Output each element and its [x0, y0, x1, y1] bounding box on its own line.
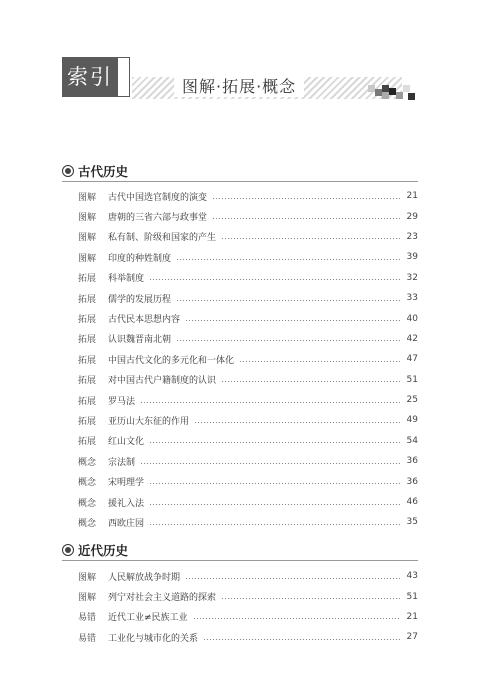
entry-title: 人民解放战争时期 [108, 572, 181, 583]
list-item[interactable] [78, 329, 418, 349]
entry-page-number: 33 [406, 293, 418, 304]
entry-title: 唐朝的三省六部与政事堂 [108, 213, 208, 224]
modern-history-list [78, 566, 418, 648]
list-item[interactable] [78, 586, 418, 606]
leader-dots [140, 402, 400, 403]
leader-dots [149, 279, 400, 280]
entry-title: 红山文化 [108, 437, 145, 448]
entry-page-number: 51 [406, 591, 418, 602]
leader-dots [221, 381, 400, 382]
leader-dots [149, 504, 400, 505]
entry-tag: 图解 [78, 593, 97, 604]
entry-title: 亚历山大东征的作用 [108, 416, 190, 427]
list-item[interactable] [78, 268, 418, 288]
list-item[interactable] [78, 186, 418, 206]
leader-dots [176, 259, 400, 260]
entry-title: 印度的种姓制度 [108, 253, 172, 264]
list-item[interactable] [78, 566, 418, 586]
entry-page-number: 25 [406, 395, 418, 406]
entry-tag: 概念 [78, 457, 97, 468]
list-item[interactable] [78, 431, 418, 451]
entry-page-number: 35 [406, 517, 418, 528]
section-divider [62, 181, 418, 182]
entry-tag: 图解 [78, 253, 97, 264]
entry-title: 列宁对社会主义道路的探索 [108, 593, 217, 604]
list-item[interactable] [78, 607, 418, 627]
list-item[interactable] [78, 471, 418, 491]
entry-title: 中国古代文化的多元化和一体化 [108, 355, 235, 366]
entry-page-number: 42 [406, 333, 418, 344]
leader-dots [185, 578, 400, 579]
entry-tag: 图解 [78, 233, 97, 244]
entry-title: 宗法制 [108, 457, 136, 468]
leader-dots [203, 639, 400, 640]
list-item[interactable] [78, 227, 418, 247]
entry-title: 认识魏晋南北朝 [108, 335, 172, 346]
entry-tag: 易错 [78, 613, 97, 624]
list-item[interactable] [78, 410, 418, 430]
section-ancient-history [62, 162, 128, 180]
entry-page-number: 39 [406, 252, 418, 263]
section-bullet-icon [62, 165, 74, 177]
entry-title: 援礼入法 [108, 498, 145, 509]
entry-tag: 易错 [78, 633, 97, 644]
entry-tag: 概念 [78, 518, 97, 529]
leader-dots [185, 320, 400, 321]
entry-page-number: 23 [406, 231, 418, 242]
entry-page-number: 29 [406, 211, 418, 222]
list-item[interactable] [78, 492, 418, 512]
leader-dots [221, 598, 400, 599]
leader-dots [140, 463, 400, 464]
list-item[interactable] [78, 512, 418, 532]
section-modern-history [62, 541, 128, 559]
entry-title: 西欧庄园 [108, 518, 145, 529]
entry-tag: 图解 [78, 213, 97, 224]
entry-page-number: 36 [406, 476, 418, 487]
list-item[interactable] [78, 247, 418, 267]
entry-tag: 拓展 [78, 376, 97, 387]
index-label: 索引 [62, 57, 118, 97]
leader-dots [149, 483, 400, 484]
list-item[interactable] [78, 308, 418, 328]
entry-tag: 图解 [78, 572, 97, 583]
entry-title: 私有制、阶级和国家的产生 [108, 233, 217, 244]
index-banner [62, 55, 418, 101]
section-title: 近代历史 [78, 543, 129, 558]
leader-dots [149, 442, 400, 443]
section-title: 古代历史 [78, 164, 129, 179]
entry-page-number: 21 [406, 191, 418, 202]
entry-page-number: 54 [406, 435, 418, 446]
section-divider [62, 560, 418, 561]
leader-dots [193, 618, 400, 619]
list-item[interactable] [78, 451, 418, 471]
list-item[interactable] [78, 627, 418, 647]
entry-title: 古代中国选官制度的演变 [108, 192, 208, 203]
list-item[interactable] [78, 206, 418, 226]
leader-dots [176, 340, 400, 341]
entry-page-number: 47 [406, 354, 418, 365]
leader-dots [149, 524, 400, 525]
section-bullet-icon [62, 544, 74, 556]
index-label-frame [116, 57, 130, 97]
list-item[interactable] [78, 349, 418, 369]
entry-title: 科举制度 [108, 274, 145, 285]
leader-dots [212, 218, 400, 219]
banner-title: 图解·拓展·概念 [174, 77, 304, 97]
entry-tag: 拓展 [78, 315, 97, 326]
entry-tag: 拓展 [78, 355, 97, 366]
entry-tag: 概念 [78, 478, 97, 489]
entry-page-number: 32 [406, 272, 418, 283]
entry-page-number: 27 [406, 632, 418, 643]
entry-title: 工业化与城市化的关系 [108, 633, 199, 644]
entry-title: 儒学的发展历程 [108, 294, 172, 305]
entry-tag: 拓展 [78, 274, 97, 285]
entry-page-number: 21 [406, 611, 418, 622]
leader-dots [239, 361, 400, 362]
entry-title: 古代民本思想内容 [108, 315, 181, 326]
entry-page-number: 46 [406, 497, 418, 508]
entry-title: 罗马法 [108, 396, 136, 407]
entry-tag: 图解 [78, 192, 97, 203]
entry-page-number: 36 [406, 456, 418, 467]
entry-title: 近代工业≠民族工业 [108, 613, 188, 624]
entry-tag: 概念 [78, 498, 97, 509]
entry-title: 宋明理学 [108, 478, 145, 489]
entry-tag: 拓展 [78, 294, 97, 305]
entry-page-number: 40 [406, 313, 418, 324]
list-item[interactable] [78, 390, 418, 410]
leader-dots [212, 198, 400, 199]
entry-page-number: 51 [406, 374, 418, 385]
leader-dots [176, 300, 400, 301]
entry-tag: 拓展 [78, 335, 97, 346]
entry-title: 对中国古代户籍制度的认识 [108, 376, 217, 387]
entry-tag: 拓展 [78, 416, 97, 427]
leader-dots [194, 422, 400, 423]
mosaic-decoration [368, 85, 418, 101]
entry-page-number: 43 [406, 571, 418, 582]
entry-tag: 拓展 [78, 396, 97, 407]
entry-page-number: 49 [406, 415, 418, 426]
list-item[interactable] [78, 370, 418, 390]
ancient-history-list [78, 186, 418, 533]
entry-tag: 拓展 [78, 437, 97, 448]
list-item[interactable] [78, 288, 418, 308]
leader-dots [221, 238, 400, 239]
